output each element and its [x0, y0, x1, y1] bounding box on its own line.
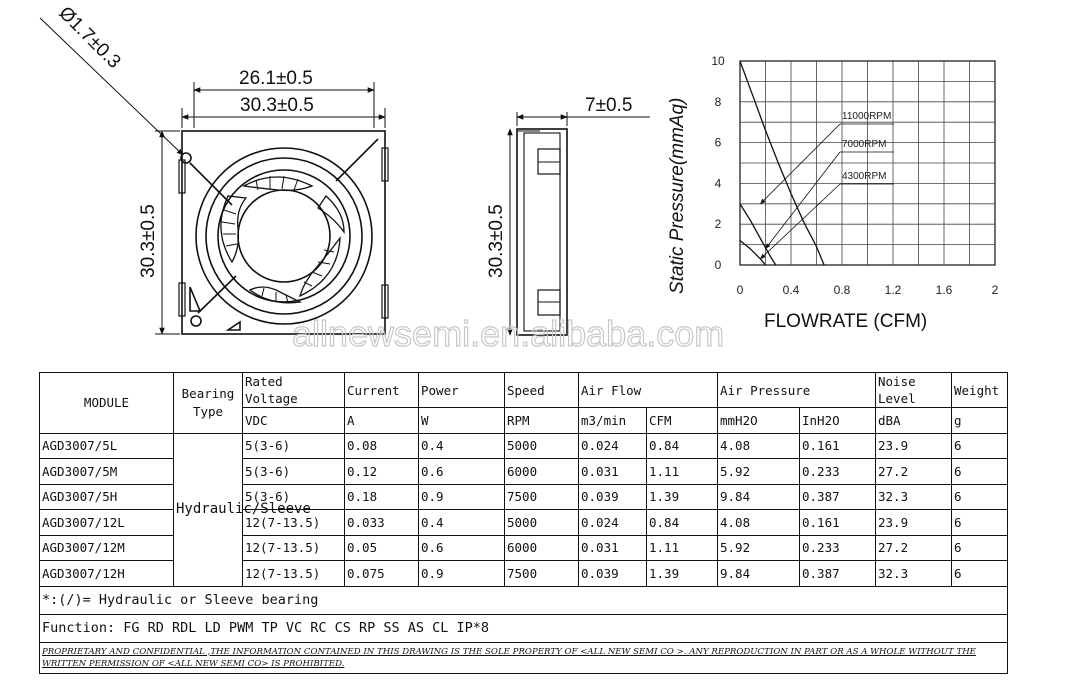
cell-power: 0.6 — [419, 535, 505, 561]
cell-cfm: 1.39 — [647, 484, 718, 510]
chart-series-label-leader — [766, 152, 841, 249]
unit-inh2o: InH2O — [800, 408, 876, 434]
cell-power: 0.9 — [419, 561, 505, 587]
chart-x-tick-label: 2 — [991, 283, 999, 297]
chart-x-tick-label: 0.8 — [833, 283, 851, 297]
unit-dba: dBA — [876, 408, 952, 434]
chart-x-axis-label: FLOWRATE (CFM) — [764, 311, 928, 332]
header-air-pressure: Air Pressure — [718, 373, 876, 408]
chart-x-tick-label: 1.2 — [884, 283, 902, 297]
cell-cfm: 0.84 — [647, 510, 718, 536]
chart-x-tick-label: 0.4 — [782, 283, 800, 297]
unit-cfm: CFM — [647, 408, 718, 434]
bearing-note: *:(/)= Hydraulic or Sleeve bearing — [40, 586, 1008, 614]
function-list: Function: FG RD RDL LD PWM TP VC RC CS RP SS AS CL IP*8 — [40, 614, 1008, 642]
cell-speed: 5000 — [505, 433, 579, 459]
cell-power: 0.4 — [419, 433, 505, 459]
cell-current: 0.033 — [345, 510, 419, 536]
spec-table — [39, 372, 1008, 674]
table-header-row — [40, 373, 1008, 408]
cell-current: 0.12 — [345, 459, 419, 485]
cell-in: 0.233 — [800, 535, 876, 561]
chart-series-label-leader — [760, 184, 840, 259]
cell-m3: 0.039 — [579, 561, 647, 587]
cell-m3: 0.024 — [579, 433, 647, 459]
height-dimension: 30.3±0.5 — [138, 204, 159, 278]
cell-in: 0.233 — [800, 459, 876, 485]
cell-db: 27.2 — [876, 459, 952, 485]
cell-current: 0.05 — [345, 535, 419, 561]
unit-mmh2o: mmH2O — [718, 408, 800, 434]
hole-diameter-dimension: Ø1.7±0.3 — [54, 2, 125, 73]
cell-bearing-type: Hydraulic/Sleeve — [174, 433, 243, 586]
cell-mm: 5.92 — [718, 535, 800, 561]
cell-current: 0.08 — [345, 433, 419, 459]
header-current: Current — [345, 373, 419, 408]
cell-db: 23.9 — [876, 510, 952, 536]
cell-g: 6 — [952, 535, 1008, 561]
cell-m3: 0.039 — [579, 484, 647, 510]
cell-power: 0.4 — [419, 510, 505, 536]
cell-module: AGD3007/5L — [40, 433, 174, 459]
cell-db: 27.2 — [876, 535, 952, 561]
chart-series-label-leader — [760, 124, 840, 204]
cell-m3: 0.031 — [579, 535, 647, 561]
chart-y-tick-label: 8 — [714, 94, 722, 109]
header-weight: Weight — [952, 373, 1008, 408]
cell-module: AGD3007/5H — [40, 484, 174, 510]
cell-speed: 6000 — [505, 459, 579, 485]
chart-y-tick-label: 0 — [714, 258, 722, 272]
cell-speed: 6000 — [505, 535, 579, 561]
cell-module: AGD3007/12L — [40, 510, 174, 536]
cell-in: 0.387 — [800, 484, 876, 510]
header-power: Power — [419, 373, 505, 408]
chart-series-label: 11000RPM — [842, 111, 892, 122]
pq-curve-chart — [667, 54, 999, 332]
cell-m3: 0.024 — [579, 510, 647, 536]
cell-voltage: 5(3-6) — [243, 433, 345, 459]
inner-width-dimension: 26.1±0.5 — [239, 68, 313, 89]
cell-db: 23.9 — [876, 433, 952, 459]
cell-db: 32.3 — [876, 561, 952, 587]
cell-g: 6 — [952, 510, 1008, 536]
watermark: allnewsemi.en.alibaba.com — [292, 313, 725, 354]
cell-cfm: 1.11 — [647, 535, 718, 561]
header-air-flow: Air Flow — [579, 373, 718, 408]
cell-cfm: 0.84 — [647, 433, 718, 459]
cell-db: 32.3 — [876, 484, 952, 510]
function-row — [40, 614, 1008, 642]
cell-speed: 5000 — [505, 510, 579, 536]
header-module: MODULE — [40, 373, 174, 434]
unit-rpm: RPM — [505, 408, 579, 434]
cell-g: 6 — [952, 561, 1008, 587]
chart-y-axis-label: Static Pressure(mmAq) — [667, 97, 688, 294]
cell-speed: 7500 — [505, 561, 579, 587]
cell-cfm: 1.11 — [647, 459, 718, 485]
cell-current: 0.18 — [345, 484, 419, 510]
cell-mm: 4.08 — [718, 433, 800, 459]
cell-voltage: 5(3-6) — [243, 459, 345, 485]
header-speed: Speed — [505, 373, 579, 408]
chart-y-tick-label: 6 — [714, 135, 722, 150]
chart-x-tick-label: 1.6 — [935, 283, 953, 297]
legal-notice: PROPRIETARY AND CONFIDENTIAL ,THE INFORMATION CONTAINED IN THIS DRAWING IS THE SOLE PROPERTY OF <ALL NEW SEMI CO >. ANY REPRODUCTION IN PART OR AS A WHOLE WITHOUT THE WRITTEN PERMISSION OF <ALL NEW SEMI CO> IS PROHIBITED. — [40, 642, 1008, 673]
cell-current: 0.075 — [345, 561, 419, 587]
chart-y-tick-label: 10 — [711, 54, 725, 68]
cell-module: AGD3007/12H — [40, 561, 174, 587]
side-height-dimension: 30.3±0.5 — [486, 204, 507, 278]
unit-vdc: VDC — [243, 408, 345, 434]
chart-series-line — [740, 241, 766, 266]
cell-mm: 4.08 — [718, 510, 800, 536]
chart-series-label: 4300RPM — [842, 171, 887, 182]
note-row — [40, 586, 1008, 614]
cell-power: 0.9 — [419, 484, 505, 510]
unit-a: A — [345, 408, 419, 434]
cell-in: 0.387 — [800, 561, 876, 587]
chart-y-tick-label: 4 — [714, 176, 722, 191]
cell-voltage: 12(7-13.5) — [243, 561, 345, 587]
table-row — [40, 433, 1008, 459]
cell-speed: 7500 — [505, 484, 579, 510]
chart-x-tick-label: 0 — [736, 283, 744, 297]
cell-g: 6 — [952, 484, 1008, 510]
outer-width-dimension: 30.3±0.5 — [240, 95, 314, 116]
cell-power: 0.6 — [419, 459, 505, 485]
header-rated-voltage: Rated Voltage — [243, 373, 345, 408]
cell-voltage: 5(3-6) — [243, 484, 345, 510]
cell-mm: 9.84 — [718, 561, 800, 587]
cell-in: 0.161 — [800, 433, 876, 459]
fan-front-view — [40, 18, 388, 334]
cell-mm: 9.84 — [718, 484, 800, 510]
unit-w: W — [419, 408, 505, 434]
chart-series-label: 7000RPM — [842, 139, 887, 150]
header-noise: Noise Level — [876, 373, 952, 408]
cell-m3: 0.031 — [579, 459, 647, 485]
cell-cfm: 1.39 — [647, 561, 718, 587]
cell-g: 6 — [952, 433, 1008, 459]
unit-g: g — [952, 408, 1008, 434]
cell-mm: 5.92 — [718, 459, 800, 485]
fan-side-view — [510, 112, 650, 335]
chart-y-tick-label: 2 — [714, 217, 722, 232]
cell-in: 0.161 — [800, 510, 876, 536]
unit-m3min: m3/min — [579, 408, 647, 434]
cell-module: AGD3007/12M — [40, 535, 174, 561]
cell-voltage: 12(7-13.5) — [243, 535, 345, 561]
header-bearing: Bearing Type — [174, 373, 243, 434]
thickness-dimension: 7±0.5 — [585, 95, 633, 116]
legal-row — [40, 642, 1008, 673]
cell-voltage: 12(7-13.5) — [243, 510, 345, 536]
cell-module: AGD3007/5M — [40, 459, 174, 485]
cell-g: 6 — [952, 459, 1008, 485]
